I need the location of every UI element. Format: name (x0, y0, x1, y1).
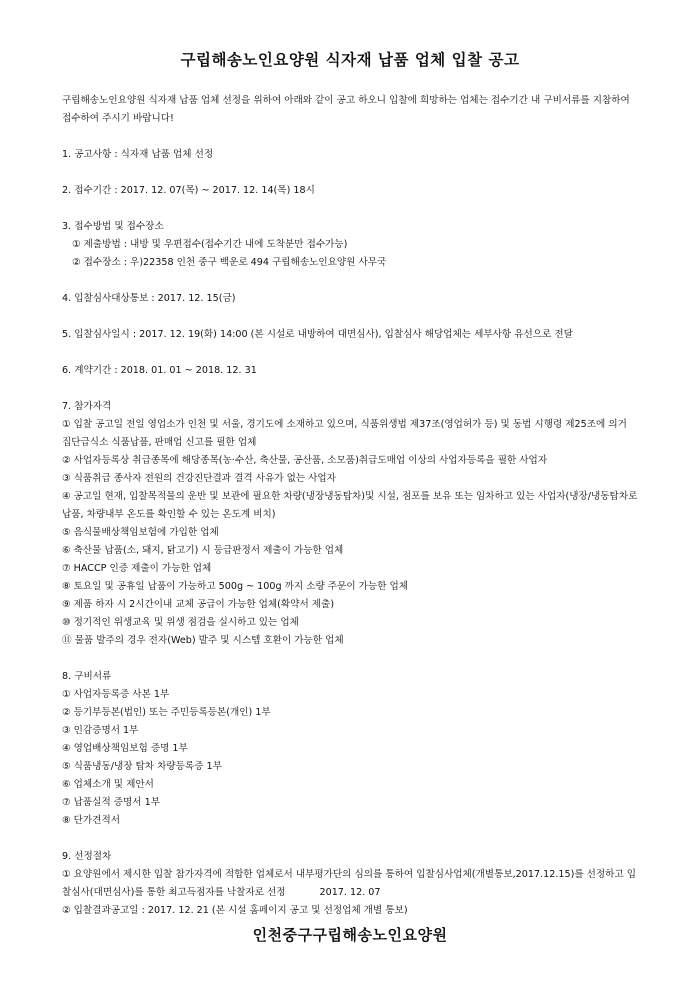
section-8-item: ④ 영업배상책임보험 증명 1부 (62, 743, 188, 754)
section-8-item: ⑧ 단가견적서 (62, 815, 120, 826)
section-2: 2. 접수기간 : 2017. 12. 07(목) ~ 2017. 12. 14(목) 18시 (62, 185, 315, 196)
section-3-item: ② 접수장소 : 우)22358 인천 중구 백운로 494 구립해송노인요양원 사무국 (72, 257, 387, 268)
document-body (62, 92, 638, 920)
section-3-item: ① 제출방법 : 내방 및 우편접수(접수기간 내에 도착분만 접수가능) (72, 239, 348, 250)
document-date: 2017. 12. 07 (319, 887, 381, 898)
section-8-item: ⑦ 납품실적 증명서 1부 (62, 797, 160, 808)
section-8-item: ③ 인감증명서 1부 (62, 725, 139, 736)
section-7-item: ⑥ 축산물 납품(소, 돼지, 닭고기) 시 등급판정서 제출이 가능한 업체 (62, 545, 344, 556)
section-8-item: ② 등기부등본(법인) 또는 주민등록등본(개인) 1부 (62, 707, 271, 718)
section-5: 5. 입찰심사일시 : 2017. 12. 19(화) 14:00 (본 시설로 내방하여 대면심사), 입찰심사 해당업체는 세부사항 유선으로 전달 (62, 329, 573, 340)
section-4: 4. 입찰심사대상통보 : 2017. 12. 15(금) (62, 293, 236, 304)
section-7-item: ⑪ 물품 발주의 경우 전자(Web) 발주 및 시스템 호환이 가능한 업체 (62, 635, 344, 646)
section-7-item: ⑩ 정기적인 위생교육 및 위생 점검을 실시하고 있는 업체 (62, 617, 299, 628)
section-7-item: ⑦ HACCP 인증 제출이 가능한 업체 (62, 563, 212, 574)
section-7-item: ② 사업자등록상 취급종목에 해당종목(농·수산, 축산물, 공산품, 소모품)취급도매업 이상의 사업자등록을 필한 사업자 (62, 455, 548, 466)
section-7-item: ⑨ 제품 하자 시 2시간이내 교체 공급이 가능한 업체(확약서 제출) (62, 599, 335, 610)
section-1: 1. 공고사항 : 식자재 납품 업체 선정 (62, 149, 214, 160)
section-7-item: ⑧ 토요일 및 공휴일 납품이 가능하고 500g ~ 100g 까지 소량 주문이 가능한 업체 (62, 581, 409, 592)
section-7-item: ③ 식품취급 종사자 전원의 건강진단결과 결격 사유가 없는 사업자 (62, 473, 336, 484)
organization-name: 인천중구구립해송노인요양원 (252, 926, 448, 944)
section-3-heading: 3. 접수방법 및 접수장소 (62, 221, 164, 232)
document-title: 구립해송노인요양원 식자재 납품 업체 입찰 공고 (180, 50, 520, 69)
section-9-heading: 9. 선정절차 (62, 851, 112, 862)
section-8-heading: 8. 구비서류 (62, 671, 112, 682)
section-8-item: ① 사업자등록증 사본 1부 (62, 689, 170, 700)
intro-paragraph: 구립해송노인요양원 식자재 납품 업체 선정을 위하여 아래와 같이 공고 하오니 입찰에 희망하는 업체는 접수기간 내 구비서류를 지참하여 접수하여 주시기 바랍니다! (62, 95, 630, 124)
section-6: 6. 계약기간 : 2018. 01. 01 ~ 2018. 12. 31 (62, 365, 257, 376)
section-9-item: ① 요양원에서 제시한 입찰 참가자격에 적합한 업체로서 내부평가단의 심의를 통하여 입찰심사업체(개별통보,2017.12.15)를 선정하고 입찰심사(대면심사)를 통한 최고득점자를 낙찰자로 선정 (62, 869, 637, 898)
section-7-heading: 7. 참가자격 (62, 401, 112, 412)
section-9-item: ② 입찰결과공고일 : 2017. 12. 21 (본 시설 홈페이지 공고 및 선정업체 개별 통보) (62, 905, 408, 916)
section-8-item: ⑤ 식품냉동/냉장 탑차 차량등록증 1부 (62, 761, 222, 772)
section-7-item: ⑤ 음식물배상책임보험에 가입한 업체 (62, 527, 219, 538)
section-7-item: ④ 공고일 현재, 입찰목적물의 운반 및 보관에 필요한 차량(냉장냉동탑차)및 시설, 점포를 보유 또는 임차하고 있는 사업자(냉장/냉동탑차로 납품, 차량내부 온도를 확인할 수 있는 온도계 비치) (62, 491, 638, 520)
section-8-item: ⑥ 업체소개 및 제안서 (62, 779, 154, 790)
section-7-item: ① 입찰 공고일 전일 영업소가 인천 및 서울, 경기도에 소재하고 있으며, 식품위생법 제37조(영업허가 등) 및 동법 시행령 제25조에 의거 집단급식소 식품납품, 판매업 신고를 필한 업체 (62, 419, 627, 448)
